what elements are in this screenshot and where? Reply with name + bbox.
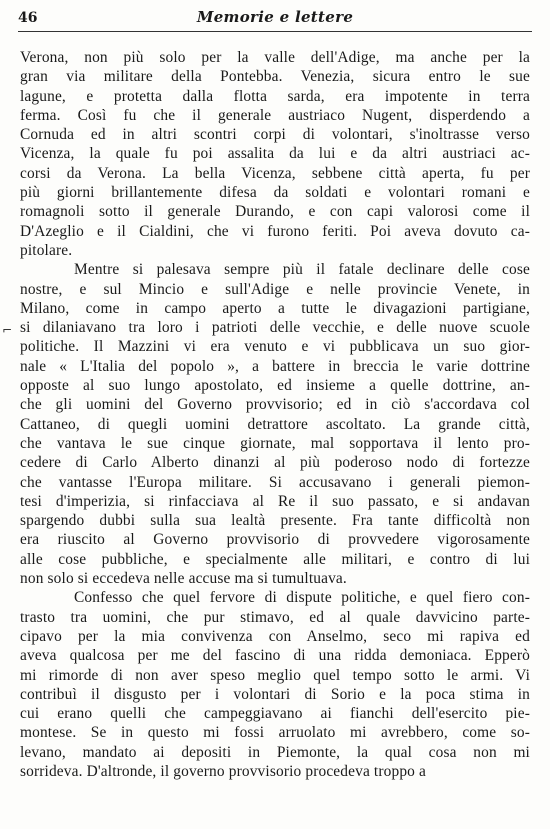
text-line: Confesso che quel fervore di dispute politiche, e quel fiero con- [74,589,530,607]
text-line: alle cose pubbliche, e specialmente alle militari, e contro di lui [20,550,530,568]
text-line: Milano, come in campo aperto a tutte le divagazioni partigiane, [20,299,530,317]
text-line: levano, mandato ai depositi in Piemonte, la qual cosa non mi [20,743,530,761]
text-line: tesi d'imperizia, si rinfacciava al Re il suo passato, e si andavan [20,492,530,510]
text-line: nostre, e sul Mincio e sull'Adige e nelle provincie Venete, in [20,280,530,298]
text-line: Mentre si palesava sempre più il fatale declinare delle cose [74,261,530,279]
text-line: aveva qualcosa per me del fascino di una ridda demoniaca. Epperò [20,647,530,665]
text-line: romagnoli sotto il generale Durando, e con capi valorosi come il [20,203,530,221]
text-line: non solo si eccedeva nelle accuse ma si tumultuava. [20,570,347,588]
text-line: gran via militare della Pontebba. Venezia, sicura entro le sue [20,68,530,86]
paragraph [20,588,530,781]
text-line: opposte al suo lungo apostolato, ed insieme a quelle dottrine, an- [20,377,530,395]
text-line: più giorni brillantemente difesa da soldati e volontari romani e [20,184,530,202]
paragraph [20,260,530,588]
text-line: che vantasse l'Europa militare. Si accusavano i generali piemon- [20,473,530,491]
page-header [18,8,532,30]
running-title: Memorie e lettere [196,8,354,26]
text-line: cedere di Carlo Alberto dinanzi al più poderoso nodo di fortezze [20,454,530,472]
text-line: lagune, e protetta dalla flotta sarda, era impotente in terra [20,87,530,105]
text-line: Cattaneo, di quegli uomini detrattore ascoltato. La grande città, [20,415,530,433]
text-line: ferma. Così fu che il generale austriaco Nugent, disperdendo a [20,106,530,124]
text-line: Cornuda ed in altri scontri corpi di volontari, s'inoltrasse verso [20,126,530,144]
paragraph [20,48,530,260]
body-text [20,48,530,781]
text-line: cipavo per la mia convivenza con Anselmo, seco mi rapiva ed [20,627,530,645]
text-line: trasto tra uomini, che pur stimavo, ed al quale davvicino parte- [20,608,530,626]
text-line: Vicenza, la quale fu poi assalita da lui e da altri austriaci ac- [20,145,530,163]
page-number: 46 [18,10,38,26]
text-line: corsi da Verona. La bella Vicenza, sebbene città aperta, fu per [20,164,530,182]
text-line: che gli uomini del Governo provvisorio; ed in ciò s'accordava col [20,396,530,414]
text-line: contribuì il disgusto per i volontari di Sorio e la poca stima in [20,685,530,703]
text-line: cui erano quelli che campeggiavano ai fianchi dell'esercito pie- [20,705,530,723]
text-line: si dilaniavano tra loro i patrioti delle vecchie, e delle nuove scuole [20,319,530,337]
text-line: Verona, non più solo per la valle dell'Adige, ma anche per la [20,49,530,66]
text-line: mi rimorde di non aver speso meglio quel tempo sotto le armi. Vi [20,666,530,684]
text-line: nale « L'Italia del popolo », a battere in breccia le varie dottrine [20,357,530,375]
text-line: sorrideva. D'altronde, il governo provvisorio procedeva troppo a [20,762,426,780]
margin-mark: ⌐ [2,323,13,337]
text-line: montese. Se in questo mi fossi arruolato mi avrebbero, come so- [20,724,530,742]
text-line: era riuscito al Governo provvisorio di provvedere vigorosamente [20,531,530,549]
text-line: pitolare. [20,241,73,259]
text-line: D'Azeglio e il Cialdini, che vi furono feriti. Poi aveva dovuto ca- [20,222,530,240]
header-rule [18,31,532,32]
text-line: spargendo dubbi sulla sua lealtà presente. Fra tante difficoltà non [20,512,530,530]
text-line: politiche. Il Mazzini vi era venuto e vi pubblicava un suo gior- [20,338,530,356]
text-line: che vantava le sue cinque giornate, mal sopportava il lento pro- [20,434,530,452]
